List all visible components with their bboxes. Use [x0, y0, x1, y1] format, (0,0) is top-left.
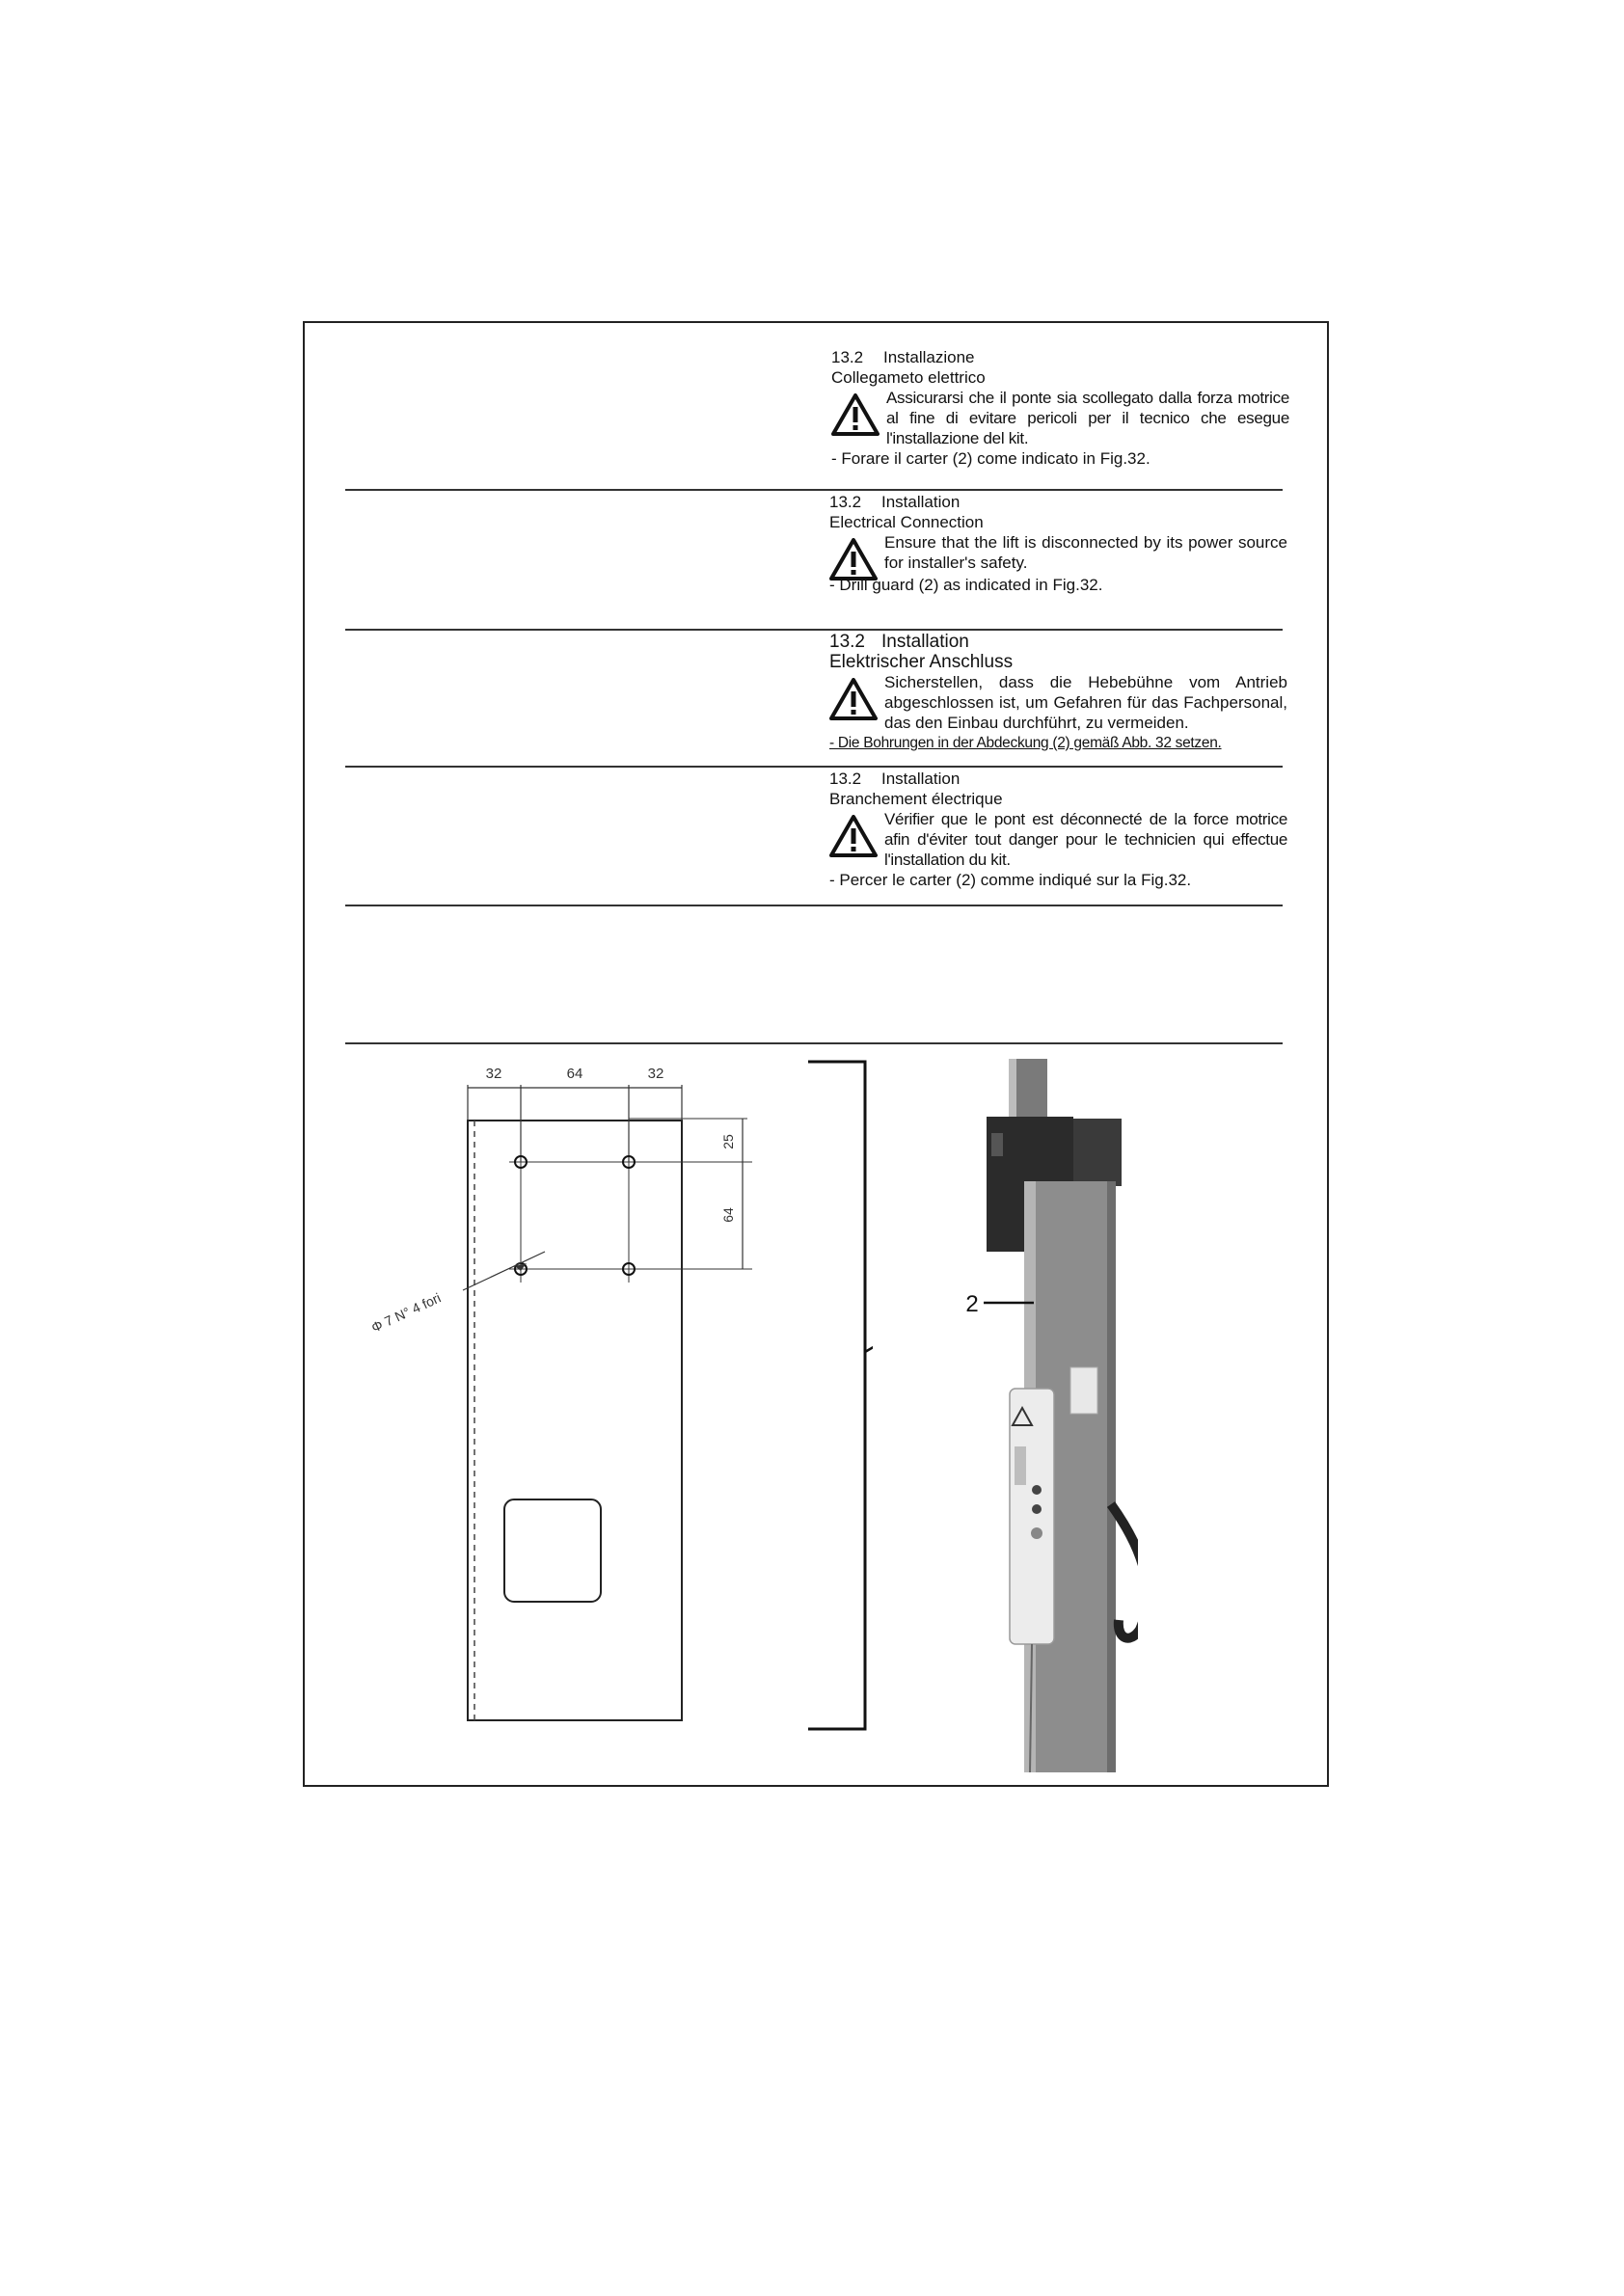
lift-column-photo: [926, 1051, 1138, 1784]
hole-note: Φ 7 N° 4 fori: [368, 1289, 444, 1336]
divider: [345, 489, 1283, 491]
warning-triangle-icon: [829, 815, 878, 857]
section-heading: [829, 769, 1287, 789]
dim-side-lower: 64: [720, 1207, 736, 1223]
section-heading: [829, 492, 1287, 512]
section-number: 13.2: [829, 632, 865, 652]
warning-block: [829, 809, 1287, 870]
section-title: Installation: [881, 632, 969, 652]
section-subtitle: Electrical Connection: [829, 513, 984, 531]
plate-outline: [468, 1121, 682, 1720]
technical-drawing: [357, 1056, 762, 1731]
instruction-step: - Percer le carter (2) comme indiqué sur la Fig.32.: [829, 871, 1192, 889]
section-title: Installazione: [883, 348, 975, 366]
warning-triangle-icon: [829, 678, 878, 720]
section-subtitle: Elektrischer Anschluss: [829, 652, 1014, 672]
warning-text: Vérifier que le pont est déconnecté de la force motrice afin d'éviter tout danger pour le technicien qui effectue l'installation du kit.: [884, 810, 1287, 869]
section-title: Installation: [881, 493, 961, 511]
section-subtitle: Branchement électrique: [829, 790, 1003, 808]
warning-text: Sicherstellen, dass die Hebebühne vom Antrieb abgeschlossen ist, um Gefahren für das Fachpersonal, das den Einbau durchführt, zu vermeiden.: [884, 673, 1287, 732]
plate-cutout: [504, 1499, 601, 1602]
section-subtitle: Collegameto elettrico: [831, 368, 986, 387]
dim-side-upper: 25: [720, 1134, 736, 1149]
divider: [345, 766, 1283, 768]
section-number: 13.2: [831, 348, 864, 366]
warning-block: [829, 672, 1287, 733]
divider: [345, 1042, 1283, 1044]
instruction-step: - Drill guard (2) as indicated in Fig.32.: [829, 576, 1103, 594]
divider: [345, 629, 1283, 631]
warning-triangle-icon: [829, 538, 878, 581]
section-number: 13.2: [829, 770, 862, 788]
warning-block: [831, 388, 1289, 448]
instruction-step: - Die Bohrungen in der Abdeckung (2) gemäß Abb. 32 setzen.: [829, 735, 1222, 751]
dim-top-middle: 64: [566, 1066, 583, 1082]
section-german: [829, 632, 1287, 753]
warning-triangle-icon: [831, 393, 880, 436]
section-number: 13.2: [829, 493, 862, 511]
warning-text: Ensure that the lift is disconnected by its power source for installer's safety.: [884, 533, 1287, 572]
section-english: [829, 492, 1287, 595]
section-title: Installation: [881, 770, 961, 788]
dim-top-right: 32: [647, 1066, 664, 1082]
dim-top-left: 32: [485, 1066, 502, 1082]
instruction-step: - Forare il carter (2) come indicato in Fig.32.: [831, 449, 1150, 468]
callout-label: 2: [965, 1291, 979, 1317]
divider: [345, 905, 1283, 906]
bracket: [796, 1056, 873, 1741]
section-heading: [829, 632, 1287, 652]
section-italian: [831, 347, 1289, 469]
section-heading: [831, 347, 1289, 367]
section-french: [829, 769, 1287, 890]
warning-text: Assicurarsi che il ponte sia scollegato dalla forza motrice al fine di evitare pericoli per il tecnico che esegue l'installazione del kit.: [886, 389, 1289, 447]
warning-block: [829, 532, 1287, 575]
